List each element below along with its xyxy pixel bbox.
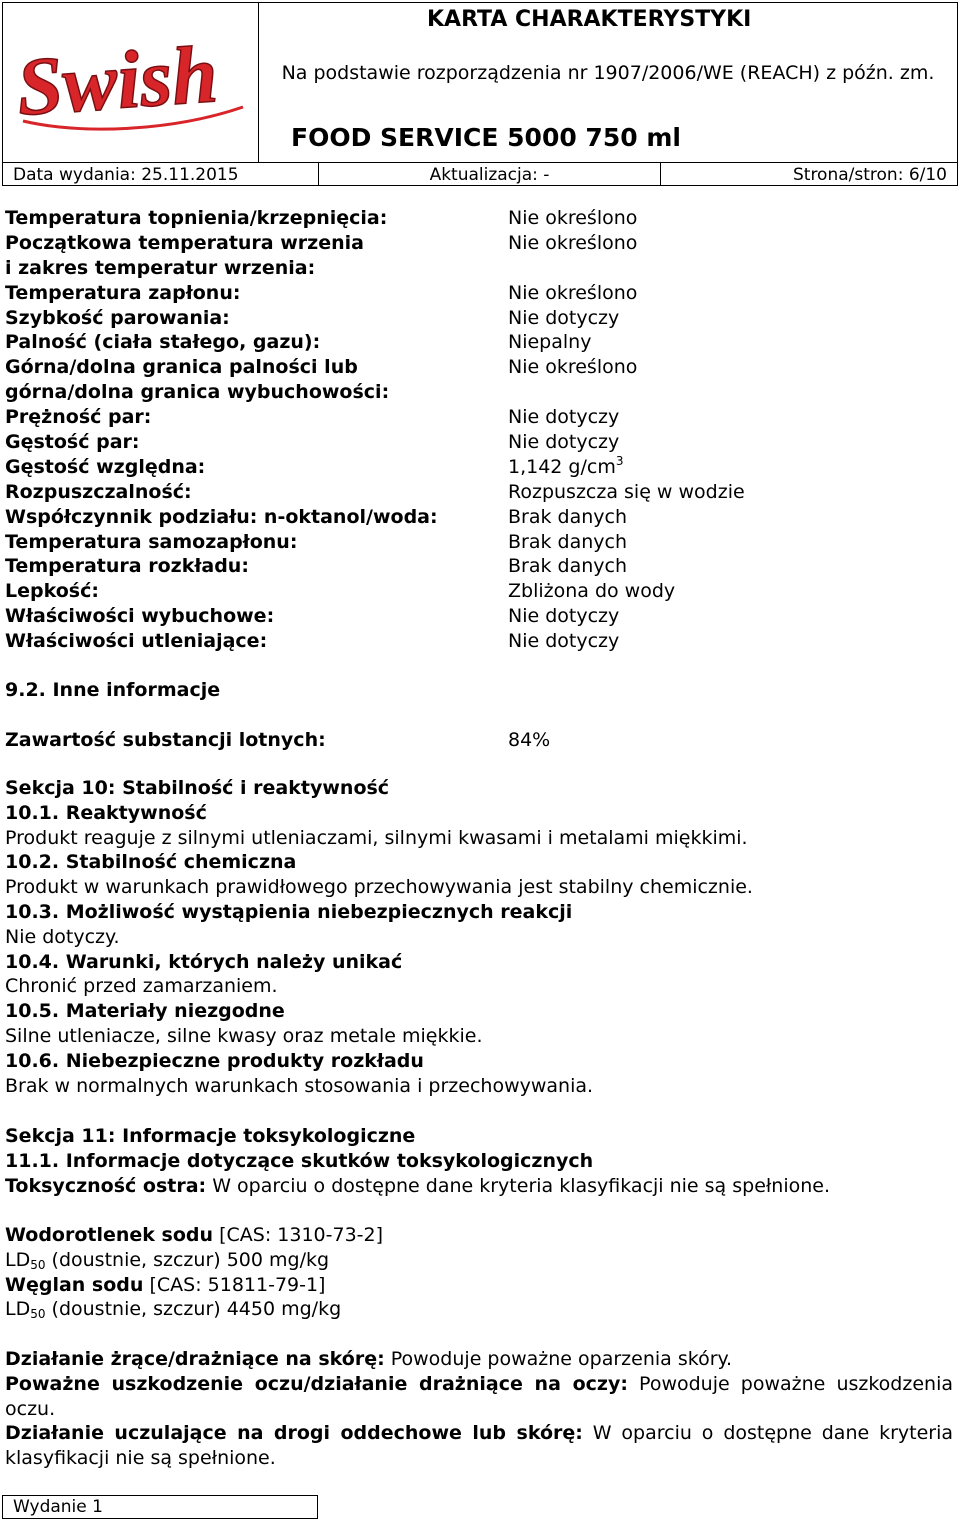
property-label: Górna/dolna granica palności lub [5,356,358,379]
property-label: Gęstość par: [5,431,140,454]
substance-name: Wodorotlenek sodu [5,1224,214,1246]
subsection-text: Silne utleniacze, silne kwasy oraz metale miękkie. [5,1024,483,1047]
substances-toxicity [5,1223,953,1322]
section-10-heading: Sekcja 10: Stabilność i reaktywność [5,777,390,799]
acute-toxicity-text: W oparciu o dostępne dane kryteria klasyfikacji nie są spełnione. [206,1174,831,1197]
substance-na2co3-ld50 [5,1297,953,1322]
property-value: Brak danych [508,555,628,578]
sensitisation-label: Działanie uczulające na drogi oddechowe lub skórę: [5,1422,583,1445]
property-row [5,231,950,256]
skin-corrosion-text: Powoduje poważne oparzenia skóry. [384,1348,733,1370]
ld-value: (doustnie, szczur) 4450 mg/kg [45,1298,342,1321]
substance-naoh [5,1223,953,1248]
property-row [5,604,950,629]
logo-text: Swish [13,28,221,133]
property-value: Brak danych [508,505,628,528]
subsection-text: Produkt w warunkach prawidłowego przechowywania jest stabilny chemicznie. [5,876,753,899]
property-row [5,405,950,430]
substance-cas: [CAS: 1310-73-2] [213,1224,384,1246]
title-cell [259,3,957,162]
property-label: Temperatura topnienia/krzepnięcia: [5,207,388,229]
edition-footer: Wydanie 1 [2,1495,318,1519]
property-label: i zakres temperatur wrzenia: [5,256,316,279]
acute-toxicity [5,1174,953,1199]
subsection-text: Nie dotyczy. [5,925,120,948]
skin-corrosion-label: Działanie żrące/drażniące na skórę: [5,1348,385,1370]
voc-label: Zawartość substancji lotnych: [5,729,326,751]
subsection-heading: 10.1. Reaktywność [5,801,207,824]
property-label: Właściwości utleniające: [5,630,268,653]
density-unit-exponent: 3 [615,453,624,468]
subsection-heading: 10.2. Stabilność chemiczna [5,851,297,874]
substance-naoh-ld50 [5,1248,953,1273]
document-title: KARTA CHARAKTERYSTYKI [427,7,752,32]
acute-toxicity-label: Toksyczność ostra: [5,1174,207,1197]
section-10 [5,776,953,1098]
property-row [5,330,950,355]
product-name: FOOD SERVICE 5000 750 ml [291,123,681,152]
property-value: Brak danych [508,530,628,553]
eye-damage-label: Poważne uszkodzenie oczu/działanie drażniące na oczy: [5,1372,628,1395]
property-value: Zbliżona do wody [508,580,676,603]
document-header [2,2,958,186]
property-label: Właściwości wybuchowe: [5,605,275,628]
property-row [5,629,950,654]
property-value: Nie określono [508,356,638,379]
subsection-text: Chronić przed zamarzaniem. [5,975,278,998]
property-value: Nie dotyczy [508,431,620,454]
property-label: Szybkość parowania: [5,306,230,329]
update-info: Aktualizacja: - [319,163,661,186]
voc-value: 84% [508,729,551,751]
issue-date: Data wydania: 25.11.2015 [3,163,319,186]
property-row [5,430,950,455]
property-row [5,380,950,405]
property-label: Temperatura zapłonu: [5,281,241,304]
property-value: Nie określono [508,231,638,254]
ld-subscript: 50 [30,1257,46,1272]
subsection-heading: 10.6. Niebezpieczne produkty rozkładu [5,1049,424,1072]
property-row [5,256,950,281]
voc-row [5,727,953,753]
property-value: Niepalny [508,331,592,354]
ld-prefix: LD [5,1248,31,1271]
property-value: Nie określono [508,281,638,304]
sensitisation-text: W oparciu o dostępne dane kryteria klasyfikacji nie są spełnione. [5,1422,953,1470]
section-11-heading: Sekcja 11: Informacje toksykologiczne [5,1125,416,1147]
substance-cas: [CAS: 51811-79-1] [143,1273,326,1296]
eye-damage-text: Powoduje poważne uszkodzenia oczu. [5,1372,953,1420]
property-row [5,505,950,530]
property-label: Rozpuszczalność: [5,480,192,503]
property-label: Prężność par: [5,406,152,429]
property-row [5,554,950,579]
property-row [5,480,950,505]
ld-prefix: LD [5,1298,31,1321]
property-label: górna/dolna granica wybuchowości: [5,381,390,404]
property-row [5,579,950,604]
logo-cell [3,3,259,162]
subsection-heading: 10.4. Warunki, których należy unikać [5,950,403,973]
property-value [508,455,624,480]
property-value: Nie dotyczy [508,630,620,653]
subsection-heading: 10.3. Możliwość wystąpienia niebezpiecznych reakcji [5,900,573,923]
property-row [5,281,950,306]
skin-corrosion [5,1347,953,1372]
property-label: Współczynnik podziału: n-oktanol/woda: [5,505,438,528]
property-row [5,455,950,480]
hazard-effects [5,1347,953,1471]
property-value: Rozpuszcza się w wodzie [508,480,745,503]
properties-list [5,206,950,654]
subsection-heading: 10.5. Materiały niezgodne [5,1000,285,1023]
header-info-row [3,162,957,186]
property-label: Lepkość: [5,580,99,603]
subsection-text: Produkt reaguje z silnymi utleniaczami, silnymi kwasami i metalami miękkimi. [5,826,748,849]
page-number: Strona/stron: 6/10 [792,165,947,185]
swish-logo [3,3,259,162]
property-label: Temperatura samozapłonu: [5,530,298,553]
subsection-text: Brak w normalnych warunkach stosowania i przechowywania. [5,1074,594,1097]
property-row [5,355,950,380]
property-value: Nie określono [508,207,638,229]
property-label: Początkowa temperatura wrzenia [5,231,364,254]
property-value: Nie dotyczy [508,306,620,329]
substance-na2co3 [5,1273,953,1298]
ld-subscript: 50 [30,1307,46,1322]
ld-value: (doustnie, szczur) 500 mg/kg [45,1248,330,1271]
subsection-heading: 11.1. Informacje dotyczące skutków toksykologicznych [5,1149,594,1172]
property-row [5,306,950,331]
section-11 [5,1124,953,1198]
eye-damage [5,1372,953,1422]
density-value: 1,142 g/cm [508,455,616,478]
regulation-text: Na podstawie rozporządzenia nr 1907/2006/WE (REACH) z późn. zm. [281,62,935,84]
property-label: Palność (ciała stałego, gazu): [5,331,321,354]
property-value: Nie dotyczy [508,605,620,628]
property-label: Temperatura rozkładu: [5,555,249,578]
section-9-2-heading: 9.2. Inne informacje [5,679,221,701]
property-row [5,530,950,555]
property-label: Gęstość względna: [5,455,206,478]
property-row [5,206,950,231]
property-value: Nie dotyczy [508,406,620,429]
substance-name: Węglan sodu [5,1273,144,1296]
sensitisation [5,1421,953,1471]
